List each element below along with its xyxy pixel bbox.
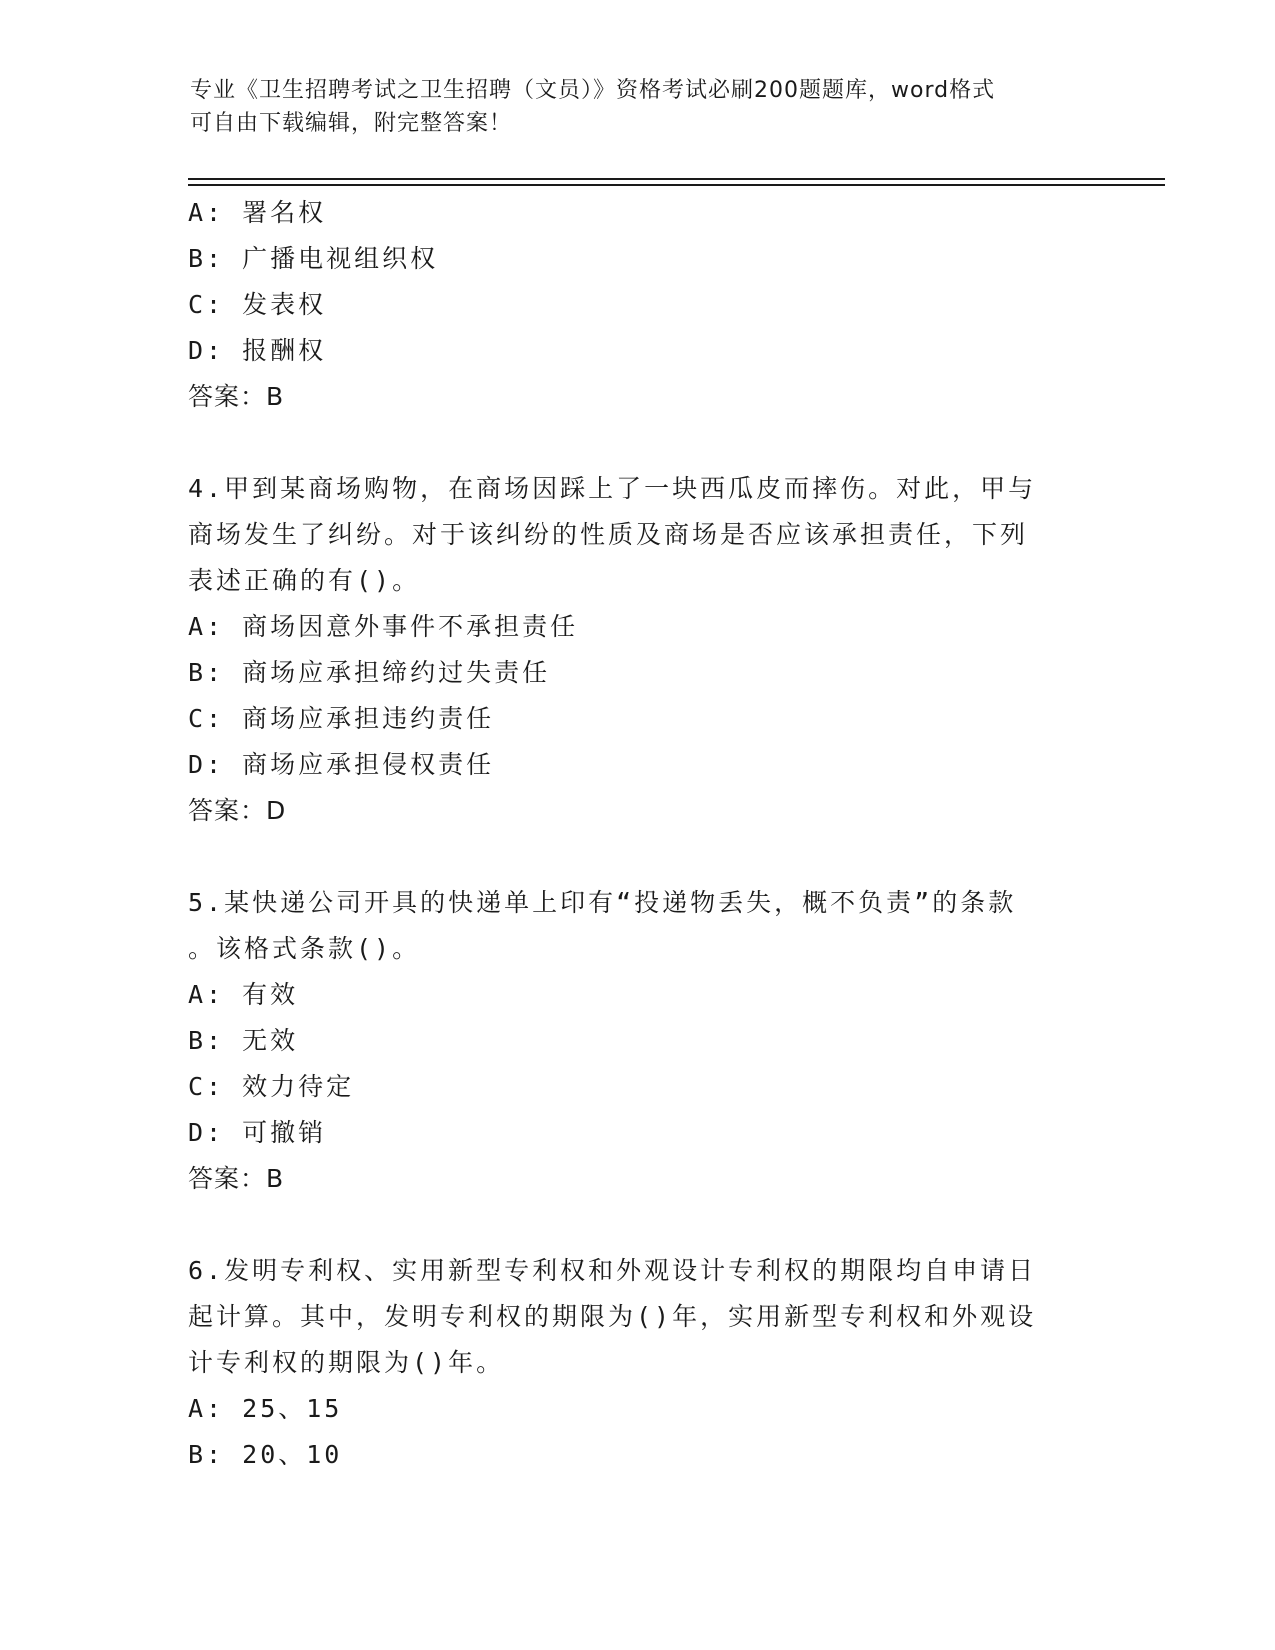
option-d: D: 可撤销 (188, 1118, 327, 1147)
answer-text: 答案：B (188, 1164, 285, 1193)
header-divider-bottom (188, 184, 1165, 186)
answer-text: 答案：B (188, 382, 285, 411)
question-text-line: 4.甲到某商场购物，在商场因踩上了一块西瓜皮而摔伤。对此，甲与 (188, 474, 1037, 503)
question-text-line: 商场发生了纠纷。对于该纠纷的性质及商场是否应该承担责任，下列 (188, 520, 1029, 549)
option-a: A: 商场因意外事件不承担责任 (188, 612, 579, 641)
option-c: C: 发表权 (188, 290, 327, 319)
question-text-line: 。该格式条款()。 (188, 934, 421, 963)
option-a: A: 25、15 (188, 1394, 343, 1423)
header-line-2: 可自由下载编辑，附完整答案！ (190, 111, 513, 136)
question-list (188, 190, 1068, 1478)
option-d: D: 报酬权 (188, 336, 327, 365)
question-text-line: 5.某快递公司开具的快递单上印有“投递物丢失，概不负责”的条款 (188, 888, 1017, 917)
option-c: C: 效力待定 (188, 1072, 355, 1101)
option-b: B: 无效 (188, 1026, 299, 1055)
header-line-1: 专业《卫生招聘考试之卫生招聘（文员）》资格考试必刷200题题库，word格式 (190, 78, 996, 103)
option-a: A: 署名权 (188, 198, 327, 227)
question-5 (188, 880, 1068, 1202)
option-c: C: 商场应承担违约责任 (188, 704, 495, 733)
question-text-line: 起计算。其中，发明专利权的期限为()年，实用新型专利权和外观设 (188, 1302, 1037, 1331)
option-b: B: 广播电视组织权 (188, 244, 439, 273)
option-b: B: 20、10 (188, 1440, 343, 1469)
answer-text: 答案：D (188, 796, 287, 825)
question-text-line: 表述正确的有()。 (188, 566, 421, 595)
option-d: D: 商场应承担侵权责任 (188, 750, 495, 779)
question-6 (188, 1248, 1068, 1478)
option-b: B: 商场应承担缔约过失责任 (188, 658, 551, 687)
header-divider-top (188, 178, 1165, 180)
question-text-line: 计专利权的期限为()年。 (188, 1348, 505, 1377)
question-text-line: 6.发明专利权、实用新型专利权和外观设计专利权的期限均自申请日 (188, 1256, 1037, 1285)
option-a: A: 有效 (188, 980, 299, 1009)
question-4 (188, 466, 1068, 834)
question-3 (188, 190, 1068, 420)
document-header (190, 74, 1070, 140)
